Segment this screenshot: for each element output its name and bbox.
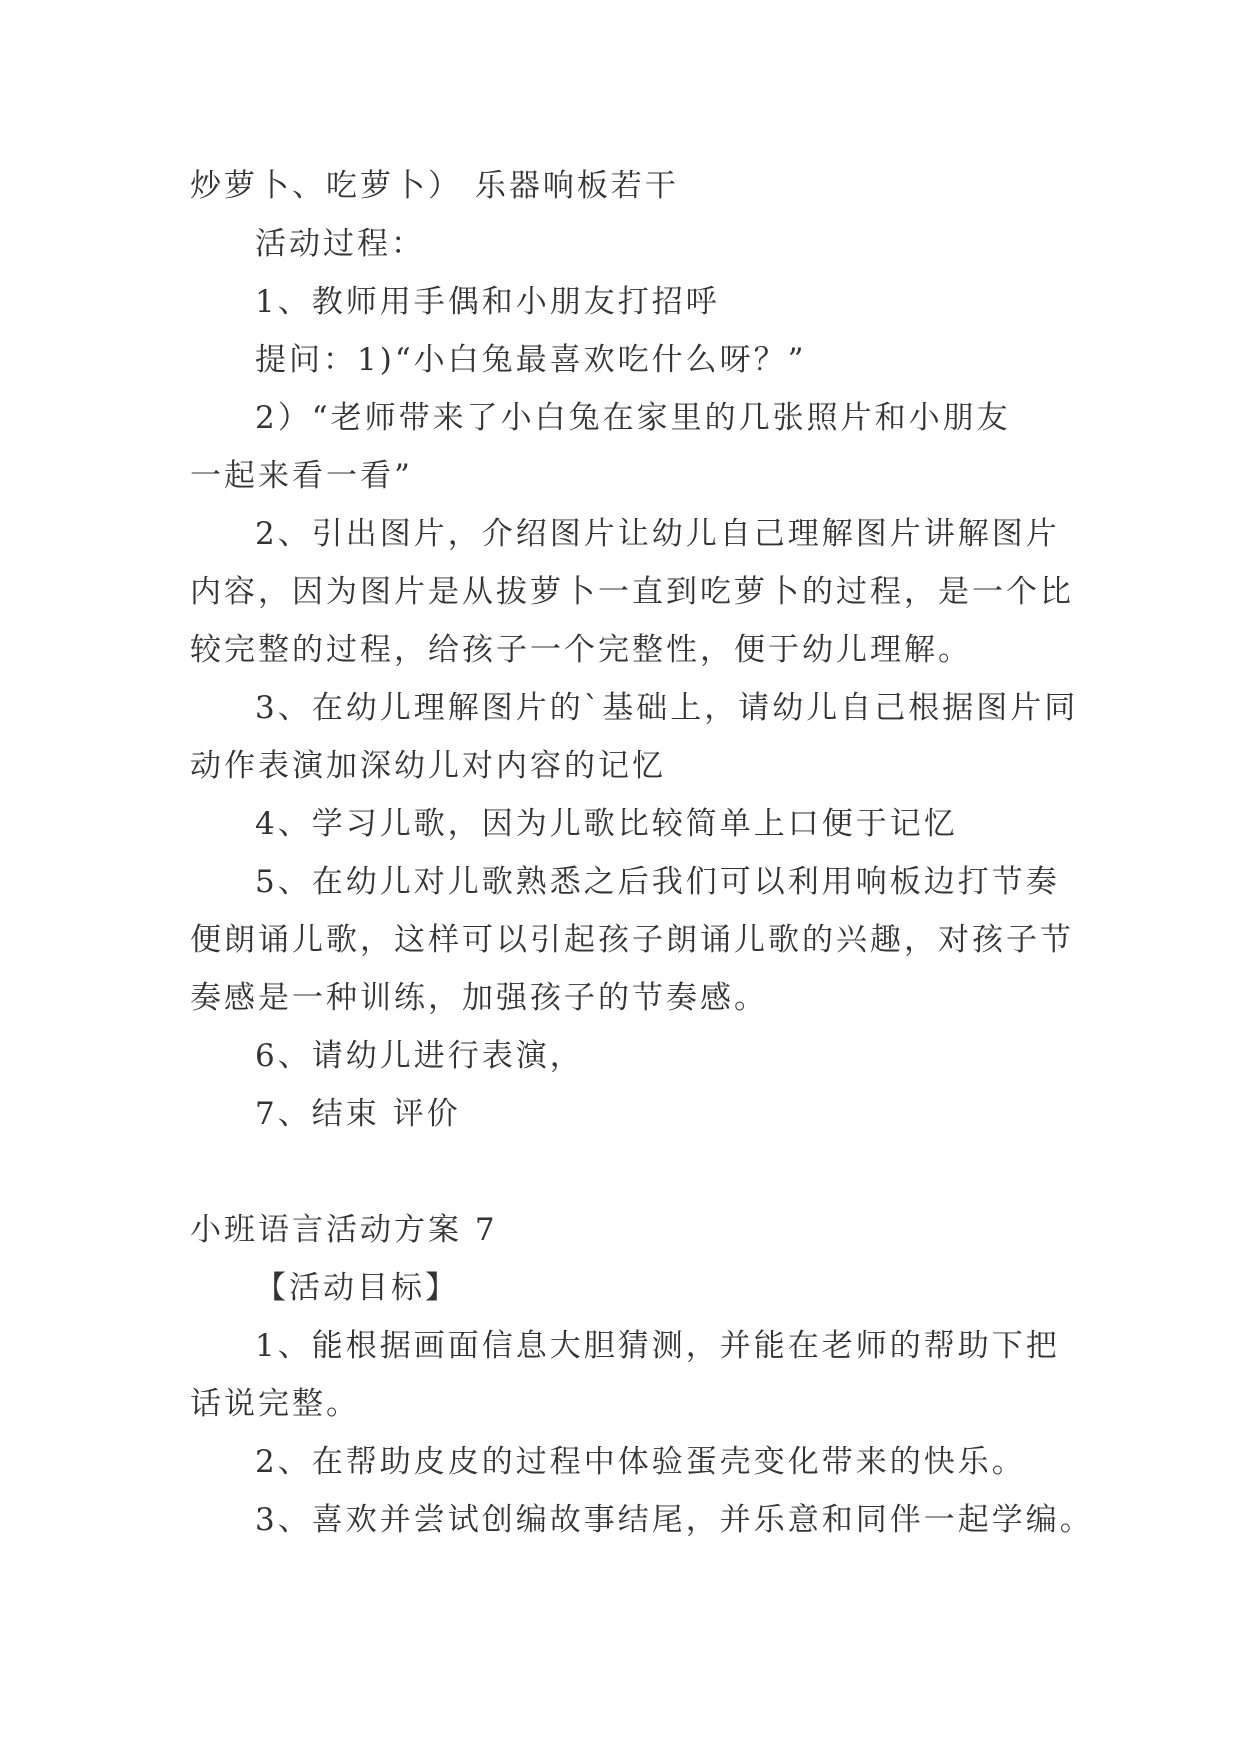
text-line: 提问：1)“小白兔最喜欢吃什么呀？” <box>255 342 807 378</box>
text-line: 一起来看一看” <box>190 458 413 494</box>
text-line: 动作表演加深幼儿对内容的记忆 <box>190 748 666 784</box>
text-line: 炒萝卜、吃萝卜） 乐器响板若干 <box>190 168 679 204</box>
text-line: 便朗诵儿歌，这样可以引起孩子朗诵儿歌的兴趣，对孩子节 <box>190 922 1074 958</box>
text-line: 3、在幼儿理解图片的`基础上，请幼儿自己根据图片同 <box>255 690 1079 726</box>
text-line: 较完整的过程，给孩子一个完整性，便于幼儿理解。 <box>190 632 972 668</box>
section-heading: 【活动目标】 <box>255 1270 459 1306</box>
section-title: 小班语言活动方案 7 <box>190 1212 498 1248</box>
text-line: 话说完整。 <box>190 1386 360 1422</box>
text-line: 4、学习儿歌，因为儿歌比较简单上口便于记忆 <box>255 806 958 842</box>
text-line: 1、能根据画面信息大胆猜测，并能在老师的帮助下把 <box>255 1328 1060 1364</box>
text-line: 5、在幼儿对儿歌熟悉之后我们可以利用响板边打节奏 <box>255 864 1060 900</box>
text-line: 3、喜欢并尝试创编故事结尾，并乐意和同伴一起学编。 <box>255 1502 1094 1538</box>
text-line: 2、引出图片，介绍图片让幼儿自己理解图片讲解图片 <box>255 516 1060 552</box>
text-line: 7、结束 评价 <box>255 1096 461 1132</box>
text-line: 2）“老师带来了小白兔在家里的几张照片和小朋友 <box>255 400 1011 436</box>
text-line: 6、请幼儿进行表演， <box>255 1038 584 1074</box>
text-line: 1、教师用手偶和小朋友打招呼 <box>255 284 720 320</box>
text-line: 活动过程： <box>255 226 425 262</box>
text-line: 奏感是一种训练，加强孩子的节奏感。 <box>190 980 768 1016</box>
text-line: 内容，因为图片是从拔萝卜一直到吃萝卜的过程，是一个比 <box>190 574 1074 610</box>
text-line: 2、在帮助皮皮的过程中体验蛋壳变化带来的快乐。 <box>255 1444 1026 1480</box>
